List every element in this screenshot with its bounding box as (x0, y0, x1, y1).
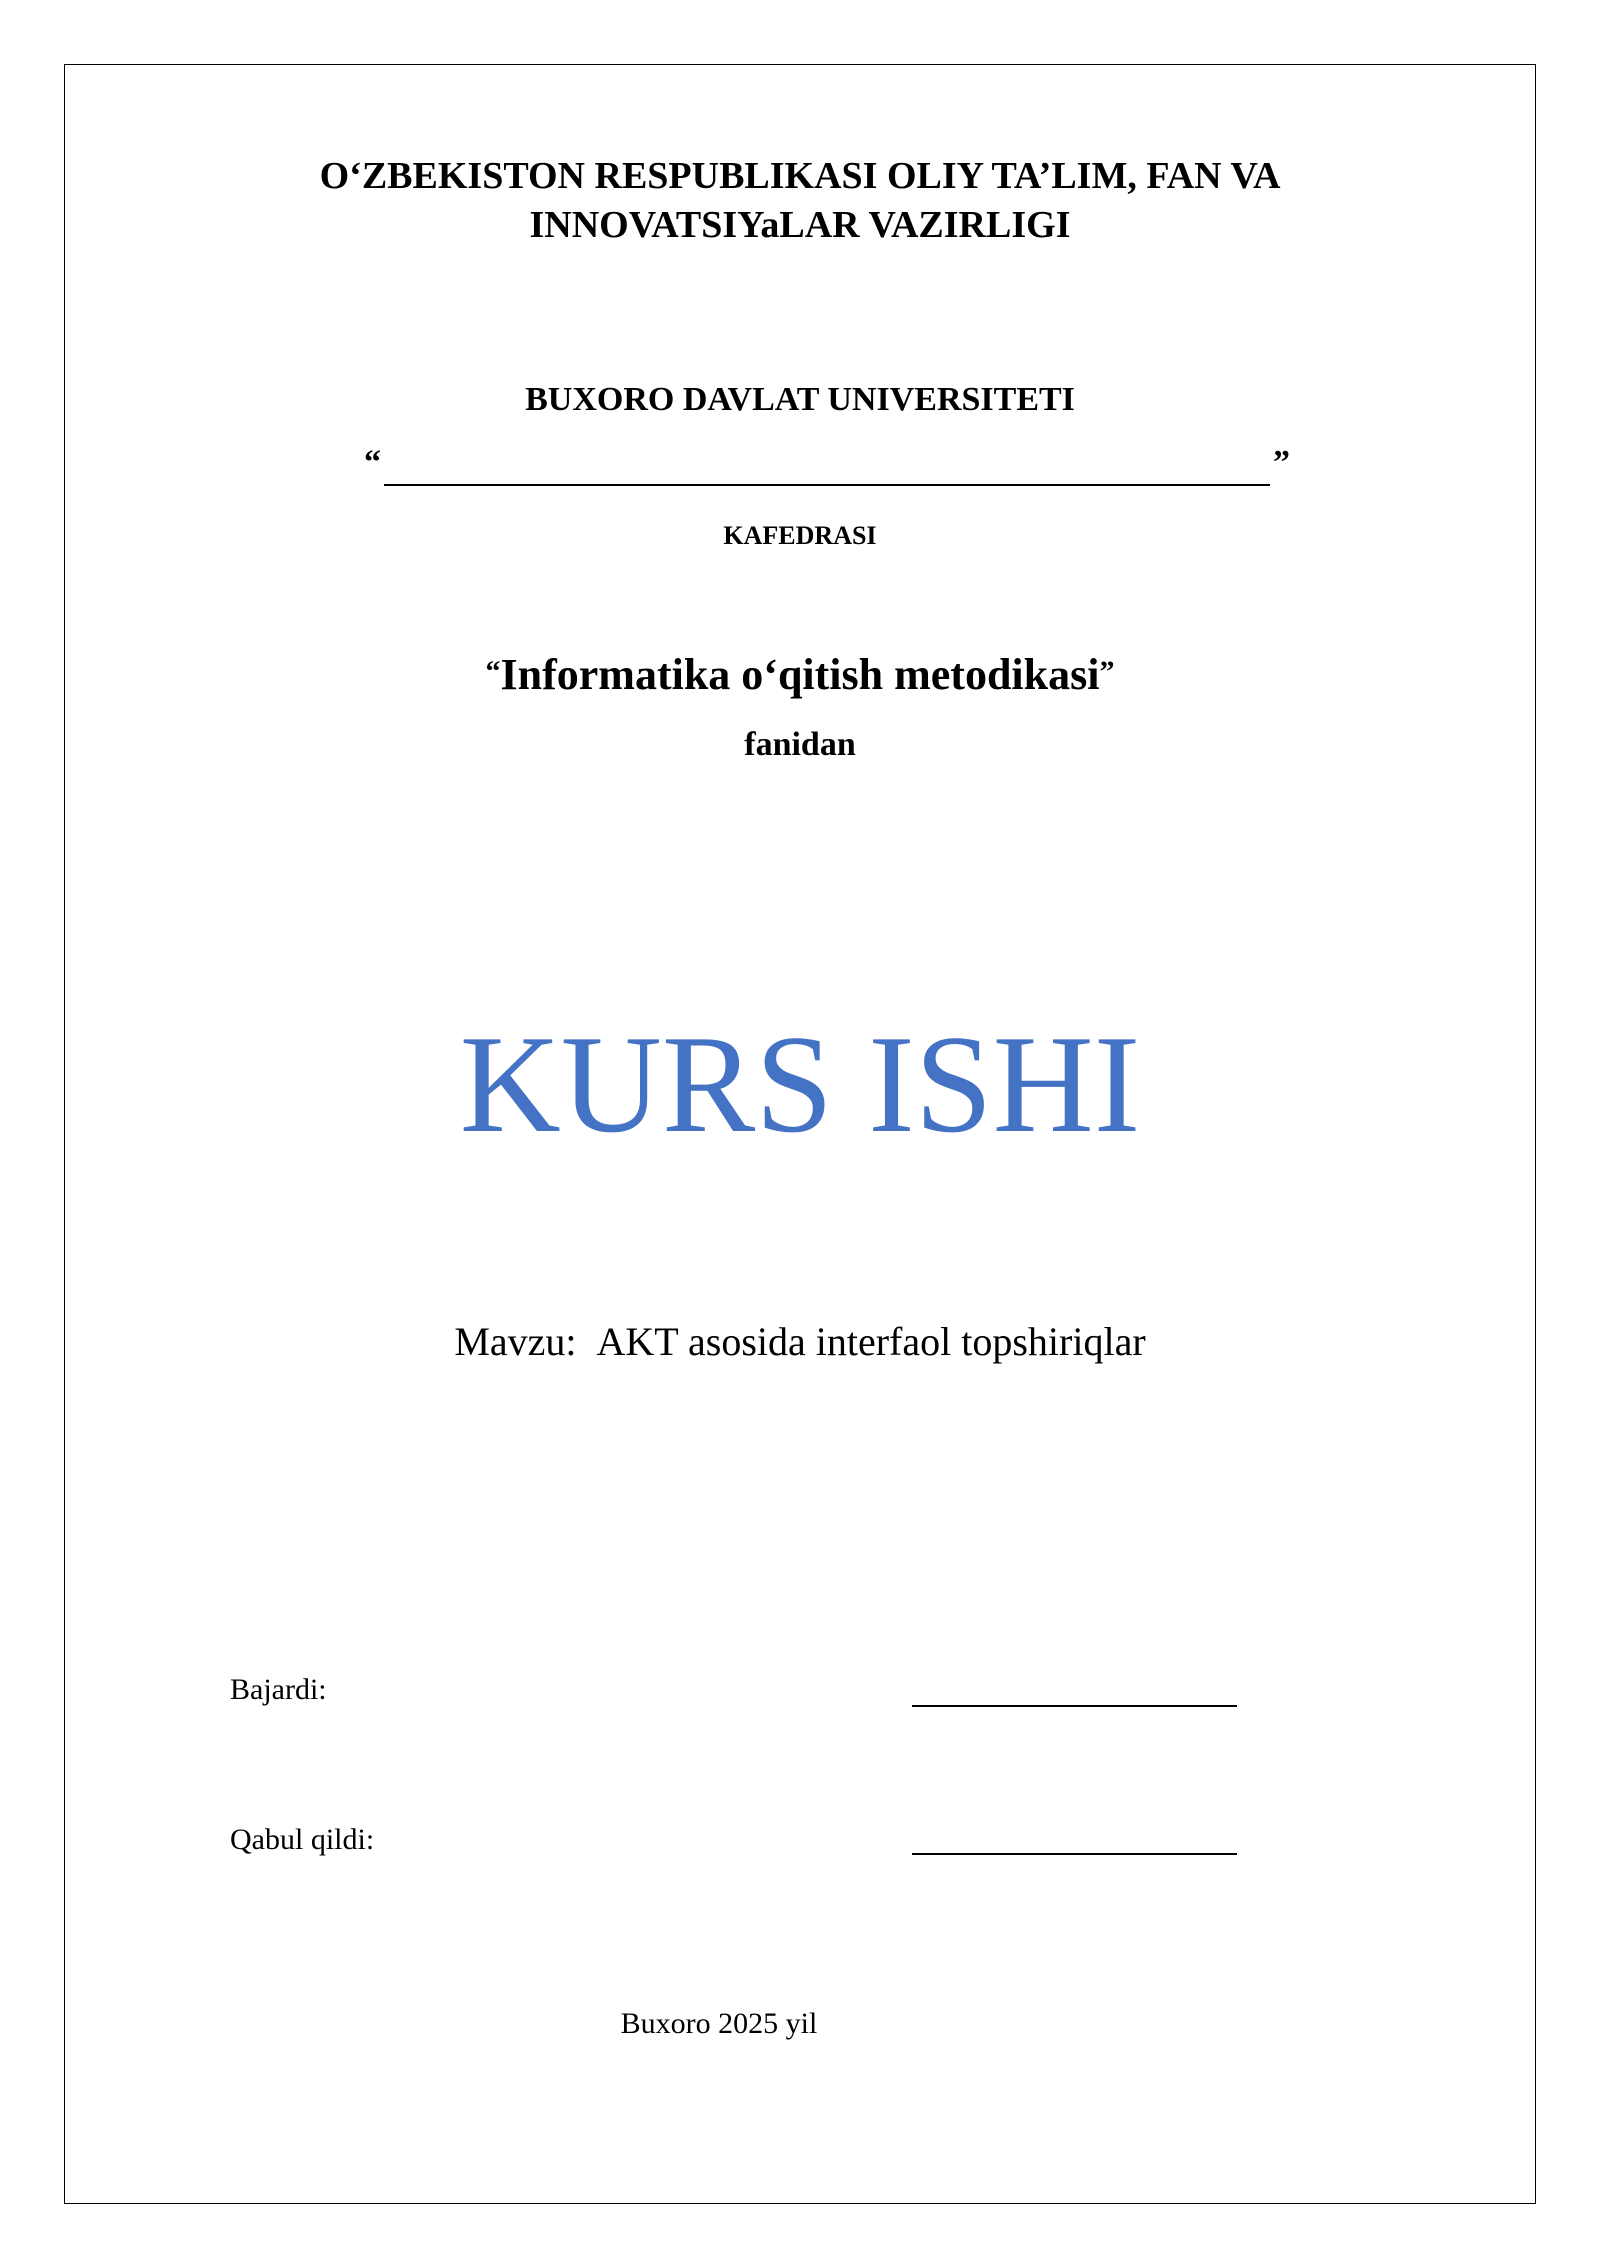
performer-label: Bajardi: (230, 1673, 327, 1706)
department-open-quote: “ (364, 444, 381, 481)
department-close-quote: ” (1273, 444, 1290, 481)
topic-line (0, 1318, 1600, 1366)
subject-open-quote: “ (485, 655, 501, 688)
university-name: BUXORO DAVLAT UNIVERSITETI (525, 381, 1075, 418)
ministry-line-2: INNOVATSIYaLAR VAZIRLIGI (529, 204, 1071, 246)
topic-value: AKT asosida interfaol topshiriqlar (596, 1319, 1146, 1364)
topic-label: Mavzu: (454, 1319, 577, 1364)
performer-signature-line (912, 1705, 1237, 1707)
department-name-underline (384, 484, 1270, 486)
document-type-title: KURS ISHI (459, 1007, 1141, 1162)
ministry-line-1: O‘ZBEKISTON RESPUBLIKASI OLIY TA’LIM, FAN VA (319, 155, 1281, 197)
department-label: KAFEDRASI (723, 521, 877, 550)
department-name-blank (362, 440, 1292, 490)
reviewer-label: Qabul qildi: (230, 1823, 375, 1856)
reviewer-signature-line (912, 1853, 1237, 1855)
place-and-year: Buxoro 2025 yil (620, 2007, 818, 2040)
ministry-heading (0, 152, 1600, 250)
subject-close-quote: ” (1099, 655, 1115, 688)
subject-title (0, 645, 1600, 702)
subject-suffix: fanidan (744, 726, 856, 763)
subject-name: Informatika o‘qitish metodikasi (500, 650, 1100, 699)
